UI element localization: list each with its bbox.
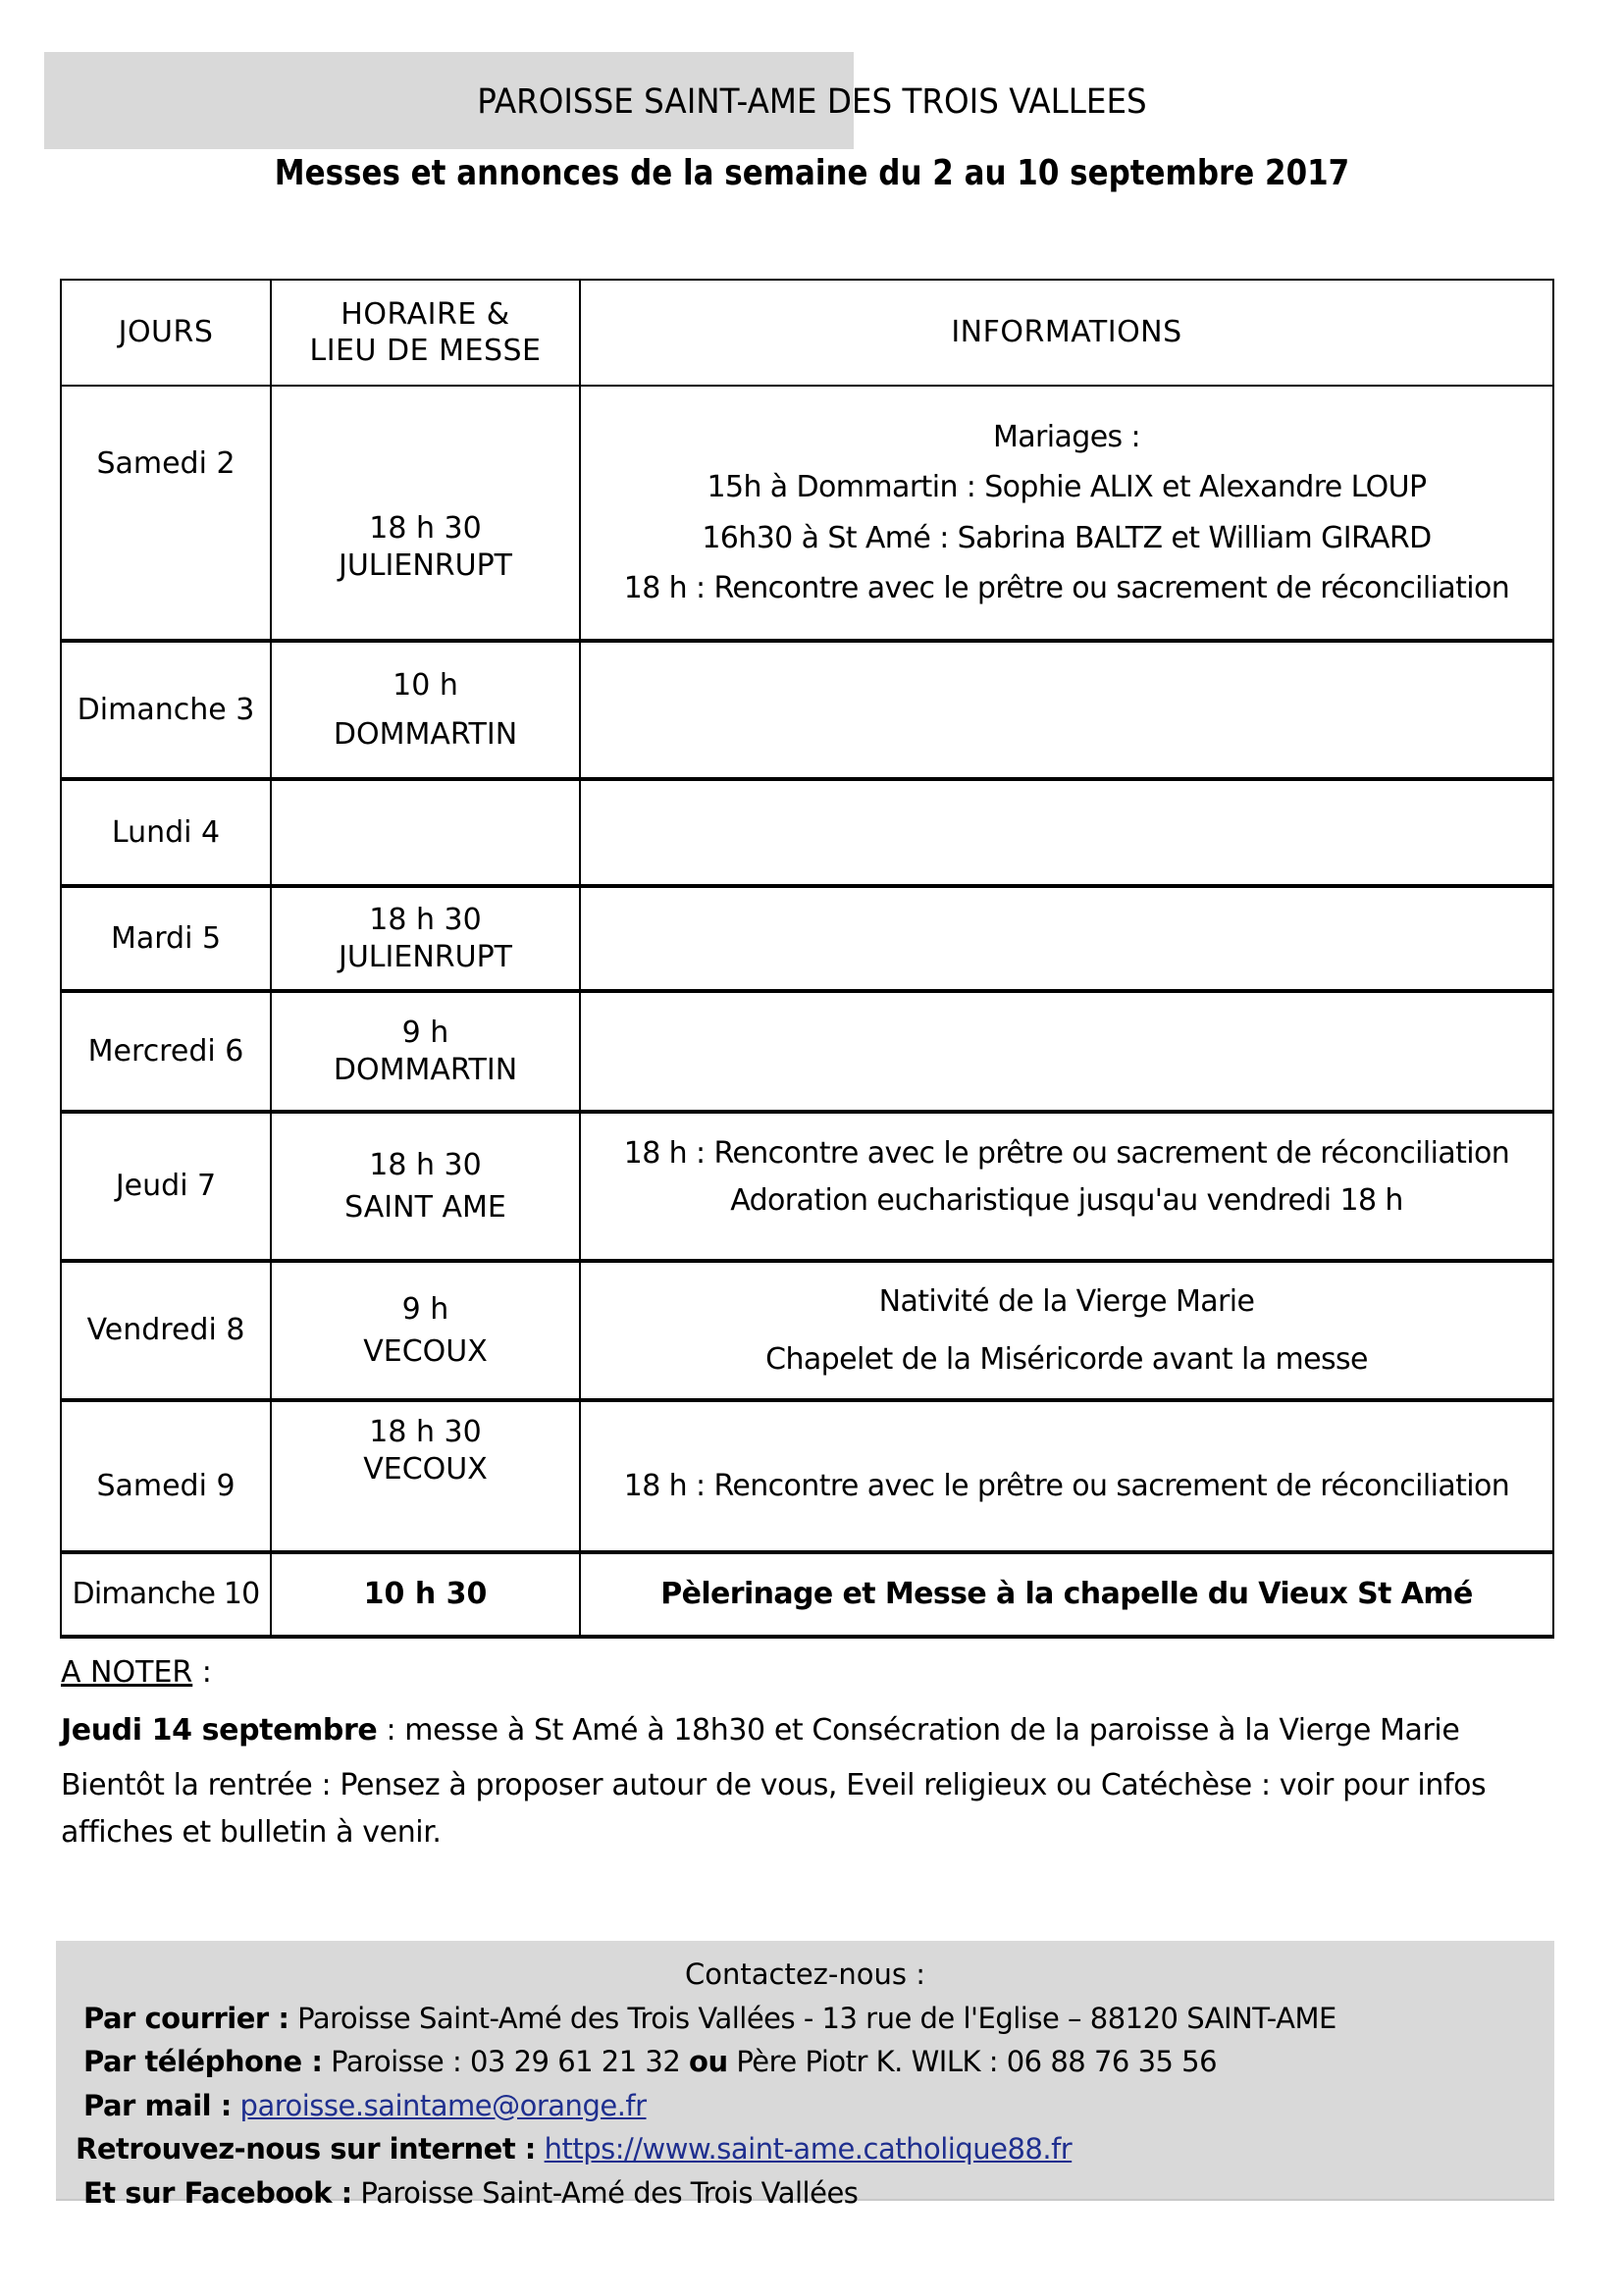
info-line: Pèlerinage et Messe à la chapelle du Vieux St Amé [660,1577,1473,1612]
contact-box [56,1941,1554,2210]
notes-heading-suffix: : [192,1655,212,1690]
contact-facebook-row [76,2171,1554,2216]
time-place-cell [271,1261,580,1400]
mass-time: 18 h 30 [369,903,482,937]
mass-place: JULIENRUPT [339,939,512,974]
info-line: Mariages : [992,419,1141,454]
info-line: Nativité de la Vierge Marie [878,1283,1255,1319]
notes-section [61,1654,1562,1870]
email-link[interactable]: paroisse.saintame@orange.fr [239,2088,647,2122]
info-cell [580,991,1553,1112]
table-row [61,386,1553,641]
column-header-time-line1: HORAIRE & [341,296,510,332]
web-label: Retrouvez-nous sur internet : [76,2132,536,2166]
note-text: : messe à St Amé à 18h30 et Consécration de la paroisse à la Vierge Marie [377,1712,1460,1748]
mass-schedule-table [60,279,1554,1639]
info-cell [580,779,1553,886]
table-row [61,991,1553,1112]
info-line: 15h à Dommartin : Sophie ALIX et Alexandre LOUP [707,470,1427,504]
time-place-cell [271,1400,580,1552]
day-cell: Dimanche 10 [61,1552,271,1637]
postal-address: Paroisse Saint-Amé des Trois Vallées - 13 rue de l'Eglise – 88120 SAINT-AME [288,2001,1336,2035]
page-title: PAROISSE SAINT-AME DES TROIS VALLEES [477,82,1147,122]
info-cell [580,1400,1553,1552]
note-item [61,1712,1562,1749]
mass-time: 10 h [393,668,458,703]
time-place-cell [271,386,580,641]
time-place-cell [271,779,580,886]
mass-place: DOMMARTIN [333,716,518,752]
day-cell: Jeudi 7 [61,1112,271,1261]
contact-email-row [76,2084,1554,2128]
mass-place: VECOUX [363,1451,488,1487]
info-cell [580,641,1553,779]
day-label: Samedi 9 [96,1468,236,1503]
table-row [61,1261,1553,1400]
table-header-row [61,280,1553,386]
info-cell [580,1261,1553,1400]
contact-phone-row [76,2040,1554,2084]
info-line: Adoration eucharistique jusqu'au vendredi 18 h [730,1182,1403,1218]
info-line: 16h30 à St Amé : Sabrina BALTZ et William GIRARD [702,520,1432,555]
mass-time: 18 h 30 [369,511,482,546]
day-cell: Samedi 2 [61,386,271,641]
mass-time: 10 h 30 [363,1577,488,1612]
phone-parish: Paroisse : 03 29 61 21 32 [322,2045,690,2078]
info-line: 18 h : Rencontre avec le prêtre ou sacrement de réconciliation [623,571,1510,605]
mass-place: SAINT AME [344,1190,506,1225]
facebook-page: Paroisse Saint-Amé des Trois Vallées [351,2175,859,2210]
day-cell [61,1400,271,1552]
info-line: 18 h : Rencontre avec le prêtre ou sacrement de réconciliation [623,1468,1510,1503]
info-cell [580,1552,1553,1637]
info-line: 18 h : Rencontre avec le prêtre ou sacrement de réconciliation [623,1136,1510,1171]
mass-place: VECOUX [363,1334,488,1369]
mass-place: DOMMARTIN [333,1052,518,1087]
mass-time: 9 h [401,1016,449,1050]
mass-time: 18 h 30 [369,1415,482,1449]
notes-heading: A NOTER [61,1655,193,1690]
info-cell [580,1112,1553,1261]
table-row [61,1400,1553,1552]
facebook-label: Et sur Facebook : [83,2175,352,2210]
time-place-cell [271,1552,580,1637]
info-cell [580,886,1553,991]
table-row [61,641,1553,779]
info-cell [580,386,1553,641]
time-place-cell [271,886,580,991]
website-link[interactable]: https://www.saint-ame.catholique88.fr [544,2132,1073,2166]
time-place-cell [271,991,580,1112]
day-cell: Mardi 5 [61,886,271,991]
column-header-days: JOURS [61,280,271,386]
column-header-time-place [271,280,580,386]
column-header-time-line2: LIEU DE MESSE [309,334,542,368]
postal-label: Par courrier : [83,2001,289,2035]
contact-web-row [76,2127,1554,2171]
day-cell: Mercredi 6 [61,991,271,1112]
mass-time: 9 h [401,1291,449,1327]
page-subtitle: Messes et annonces de la semaine du 2 au 10 septembre 2017 [274,153,1350,193]
note-item [61,1762,1562,1856]
mass-time: 18 h 30 [369,1147,482,1182]
day-cell: Dimanche 3 [61,641,271,779]
info-line: Chapelet de la Miséricorde avant la messe [765,1342,1368,1377]
column-header-info: INFORMATIONS [580,280,1553,386]
contact-mail-row [76,1997,1554,2041]
phone-priest: Père Piotr K. WILK : 06 88 76 35 56 [727,2045,1218,2078]
mass-place: JULIENRUPT [339,548,512,583]
time-place-cell [271,641,580,779]
day-cell: Lundi 4 [61,779,271,886]
email-label: Par mail : [83,2088,232,2122]
note-text: Bientôt la rentrée : Pensez à proposer autour de vous, Eveil religieux ou Catéchèse : voir pour infos affiches et bulletin à venir. [61,1768,1487,1850]
time-place-cell [271,1112,580,1261]
table-row [61,886,1553,991]
table-row [61,1552,1553,1637]
contact-title: Contactez-nous : [685,1957,925,1991]
day-cell: Vendredi 8 [61,1261,271,1400]
note-lead: Jeudi 14 septembre [61,1712,378,1748]
table-row [61,779,1553,886]
phone-or: ou [689,2045,728,2078]
phone-label: Par téléphone : [83,2045,323,2078]
table-row [61,1112,1553,1261]
